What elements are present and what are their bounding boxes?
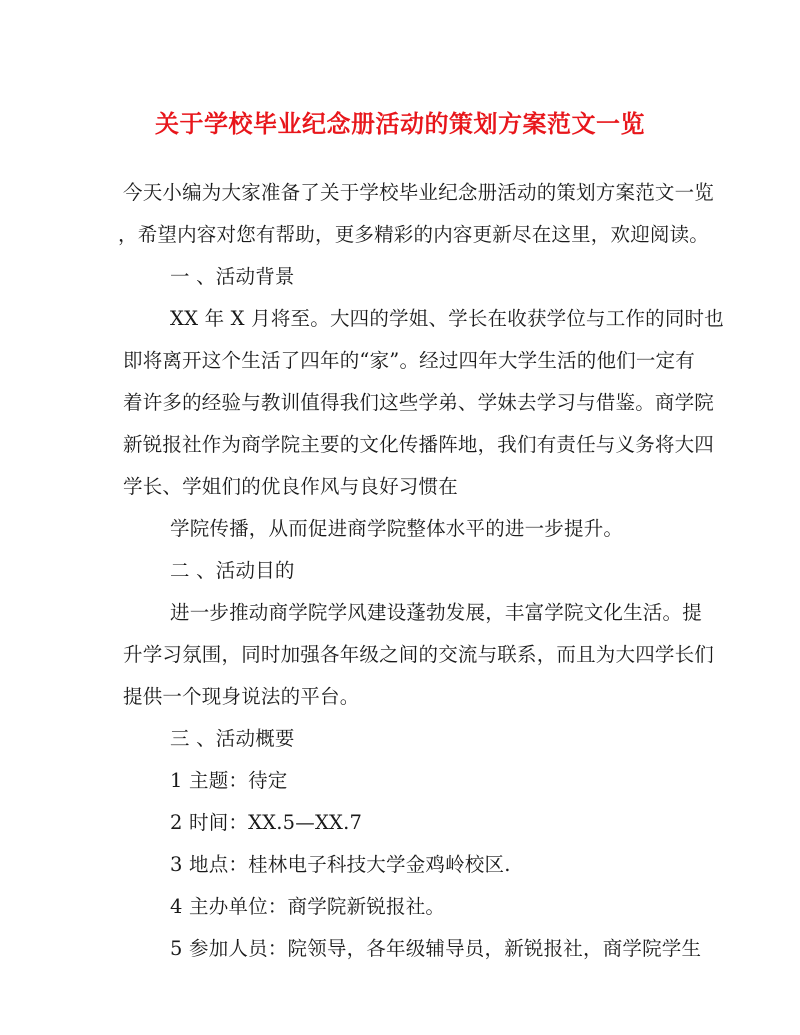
background-line-4: 新锐报社作为商学院主要的文化传播阵地，我们有责任与义务将大四 — [123, 433, 715, 456]
purpose-line-1: 进一步推动商学院学风建设蓬勃发展，丰富学院文化生活。提 — [170, 601, 702, 624]
intro-line-2: ，希望内容对您有帮助，更多精彩的内容更新尽在这里，欢迎阅读。 — [118, 223, 710, 246]
purpose-line-2: 升学习氛围，同时加强各年级之间的交流与联系，而且为大四学长们 — [123, 643, 715, 666]
section-heading-purpose: 二 、活动目的 — [170, 559, 295, 582]
purpose-line-3: 提供一个现身说法的平台。 — [123, 685, 360, 708]
background-line-6: 学院传播，从而促进商学院整体水平的进一步提升。 — [170, 517, 624, 540]
overview-item-organizer: 4 主办单位：商学院新锐报社。 — [170, 895, 446, 918]
background-line-3: 着许多的经验与教训值得我们这些学弟、学妹去学习与借鉴。商学院 — [123, 391, 715, 414]
overview-item-time: 2 时间：XX.5—XX.7 — [170, 811, 363, 834]
intro-line-1: 今天小编为大家准备了关于学校毕业纪念册活动的策划方案范文一览 — [123, 181, 715, 204]
section-heading-background: 一 、活动背景 — [170, 265, 295, 288]
background-line-1: XX 年 X 月将至。大四的学姐、学长在收获学位与工作的同时也 — [170, 307, 724, 330]
document-title: 关于学校毕业纪念册活动的策划方案范文一览 — [155, 109, 645, 138]
section-heading-overview: 三 、活动概要 — [170, 727, 295, 750]
overview-item-location: 3 地点：桂林电子科技大学金鸡岭校区. — [170, 853, 511, 876]
overview-item-participants: 5 参加人员：院领导，各年级辅导员，新锐报社，商学院学生 — [170, 937, 702, 960]
background-line-5: 学长、学姐们的优良作风与良好习惯在 — [123, 475, 458, 498]
background-line-2: 即将离开这个生活了四年的“家”。经过四年大学生活的他们一定有 — [123, 349, 695, 372]
overview-item-theme: 1 主题：待定 — [170, 769, 288, 792]
